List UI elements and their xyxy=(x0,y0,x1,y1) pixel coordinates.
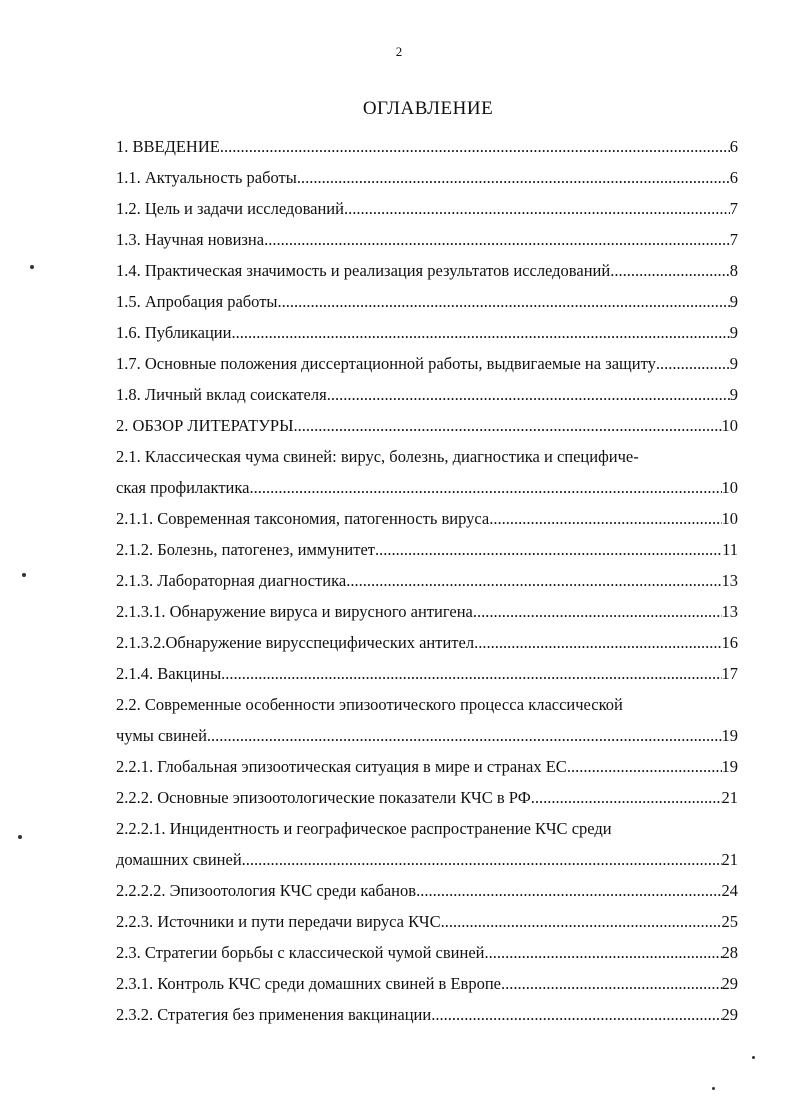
toc-leader-dots xyxy=(278,286,730,317)
toc-entry-text: 1.1. Актуальность работы xyxy=(116,168,297,187)
toc-entry-text: 2.1.4. Вакцины xyxy=(116,664,222,683)
toc-page-number: 6 xyxy=(729,137,738,156)
toc-page-number: 28 xyxy=(721,943,738,962)
toc-entry-text: 2.2.2. Основные эпизоотологические показатели КЧС в РФ xyxy=(116,788,531,807)
toc-entry xyxy=(116,317,738,348)
toc-leader-dots xyxy=(484,937,721,968)
toc-leader-dots xyxy=(231,317,729,348)
toc-entry xyxy=(116,286,738,317)
toc-leader-dots xyxy=(656,348,730,379)
toc-entry-text: 1.8. Личный вклад соискателя xyxy=(116,385,327,404)
toc-entry-text: 2.1.3.1. Обнаружение вируса и вирусного антигена xyxy=(116,602,473,621)
toc-page-number: 16 xyxy=(721,633,738,652)
toc-title: ОГЛАВЛЕНИЕ xyxy=(362,98,494,119)
toc-entry xyxy=(116,999,738,1030)
toc-entry xyxy=(116,844,738,875)
toc-entry xyxy=(116,782,738,813)
toc-entry xyxy=(116,162,738,193)
toc-leader-dots xyxy=(567,751,722,782)
toc-entry-text: 2.2.2.2. Эпизоотология КЧС среди кабанов xyxy=(116,881,417,900)
scan-speck xyxy=(22,573,26,577)
toc-page-number: 9 xyxy=(729,292,738,311)
toc-page-number: 10 xyxy=(721,478,738,497)
toc-entry-text: ская профилактика xyxy=(116,478,250,497)
toc-entry-text: 2.2. Современные особенности эпизоотического процесса классической xyxy=(116,695,623,714)
toc-entry xyxy=(116,813,738,844)
toc-leader-dots xyxy=(531,782,722,813)
toc-entry-text: 2. ОБЗОР ЛИТЕРАТУРЫ xyxy=(116,416,294,435)
toc-entry xyxy=(116,410,738,441)
toc-entry-text: 1.4. Практическая значимость и реализация результатов исследований xyxy=(116,261,611,280)
toc-page-number: 29 xyxy=(721,974,738,993)
toc-entry xyxy=(116,751,738,782)
toc-entry-text: 2.3.1. Контроль КЧС среди домашних свиней в Европе xyxy=(116,974,501,993)
toc-page-number: 11 xyxy=(722,540,738,559)
toc-entry-text: 2.1.2. Болезнь, патогенез, иммунитет xyxy=(116,540,375,559)
toc-page-number: 25 xyxy=(721,912,738,931)
toc-leader-dots xyxy=(375,534,722,565)
toc-entry xyxy=(116,441,738,472)
toc-entry xyxy=(116,379,738,410)
toc-leader-dots xyxy=(348,193,730,224)
toc-entry-text: 2.2.3. Источники и пути передачи вируса КЧС xyxy=(116,912,441,931)
toc-entry-text: 1. ВВЕДЕНИЕ xyxy=(116,137,220,156)
toc-entry-text: 1.5. Апробация работы xyxy=(116,292,278,311)
toc-leader-dots xyxy=(441,906,722,937)
toc-leader-dots xyxy=(610,255,730,286)
toc-page-number: 21 xyxy=(721,788,738,807)
toc-entry xyxy=(116,472,738,503)
scan-speck xyxy=(18,835,22,839)
scan-speck xyxy=(752,1056,755,1059)
toc-leader-dots xyxy=(249,472,721,503)
toc-page-number: 7 xyxy=(729,230,738,249)
toc-entry xyxy=(116,255,738,286)
toc-leader-dots xyxy=(207,720,722,751)
toc-leader-dots xyxy=(346,565,721,596)
page-number: 2 xyxy=(395,44,403,59)
toc-leader-dots xyxy=(474,627,721,658)
toc-page-number: 24 xyxy=(721,881,738,900)
toc-leader-dots xyxy=(294,410,722,441)
toc-entry xyxy=(116,689,738,720)
toc-entry xyxy=(116,503,738,534)
toc-page-number: 19 xyxy=(721,726,738,745)
toc-leader-dots xyxy=(489,503,721,534)
toc-entry-text: 2.2.2.1. Инцидентность и географическое распространение КЧС среди xyxy=(116,819,612,838)
toc-entry xyxy=(116,596,738,627)
toc-entry xyxy=(116,131,738,162)
toc-leader-dots xyxy=(473,596,722,627)
toc-leader-dots xyxy=(242,844,722,875)
toc-page-number: 19 xyxy=(721,757,738,776)
toc-entry-text: 1.3. Научная новизна xyxy=(116,230,265,249)
toc-leader-dots xyxy=(297,162,730,193)
toc-leader-dots xyxy=(327,379,730,410)
toc-page-number: 9 xyxy=(729,354,738,373)
toc-page-number: 29 xyxy=(721,1005,738,1024)
toc-page-number: 10 xyxy=(721,509,738,528)
toc-entry xyxy=(116,937,738,968)
toc-page-number: 13 xyxy=(721,602,738,621)
toc-entry-text: 2.1.3. Лабораторная диагностика xyxy=(116,571,347,590)
toc-entry-text: 1.7. Основные положения диссертационной работы, выдвигаемые на защиту xyxy=(116,354,656,373)
toc-entry-text: 1.6. Публикации xyxy=(116,323,232,342)
toc-page-number: 9 xyxy=(729,385,738,404)
toc-entry xyxy=(116,968,738,999)
toc-entry xyxy=(116,193,738,224)
toc-entry-text: 2.3.2. Стратегия без применения вакцинации xyxy=(116,1005,432,1024)
toc-entry xyxy=(116,875,738,906)
toc-entry xyxy=(116,565,738,596)
toc-entry-text: чумы свиней xyxy=(116,726,207,745)
toc-entry xyxy=(116,348,738,379)
toc-entry-text: 2.1.3.2.Обнаружение вирусспецифических антител xyxy=(116,633,475,652)
toc-entry-text: 1.2. Цель и задачи исследований. xyxy=(116,199,349,218)
toc-leader-dots xyxy=(431,999,721,1030)
toc-entry xyxy=(116,720,738,751)
toc-entry-text: 2.1. Классическая чума свиней: вирус, болезнь, диагностика и специфиче- xyxy=(116,447,639,466)
scan-speck xyxy=(30,265,34,269)
toc-leader-dots xyxy=(220,131,730,162)
toc-page-number: 13 xyxy=(721,571,738,590)
toc-page-number: 10 xyxy=(721,416,738,435)
toc-entry xyxy=(116,534,738,565)
table-of-contents xyxy=(116,131,738,1030)
scan-speck xyxy=(712,1087,715,1090)
toc-page-number: 8 xyxy=(729,261,738,280)
toc-leader-dots xyxy=(501,968,722,999)
toc-page-number: 21 xyxy=(721,850,738,869)
toc-entry xyxy=(116,224,738,255)
toc-entry-text: 2.2.1. Глобальная эпизоотическая ситуация в мире и странах ЕС xyxy=(116,757,567,776)
toc-entry xyxy=(116,906,738,937)
toc-entry-text: 2.1.1. Современная таксономия, патогенность вируса xyxy=(116,509,490,528)
toc-entry xyxy=(116,627,738,658)
toc-page-number: 7 xyxy=(729,199,738,218)
toc-entry-text: домашних свиней xyxy=(116,850,242,869)
toc-entry-text: 2.3. Стратегии борьбы с классической чумой свиней xyxy=(116,943,485,962)
toc-entry xyxy=(116,658,738,689)
toc-page-number: 9 xyxy=(729,323,738,342)
toc-leader-dots xyxy=(416,875,721,906)
toc-page-number: 17 xyxy=(721,664,738,683)
toc-page-number: 6 xyxy=(729,168,738,187)
toc-leader-dots xyxy=(264,224,730,255)
toc-leader-dots xyxy=(221,658,721,689)
